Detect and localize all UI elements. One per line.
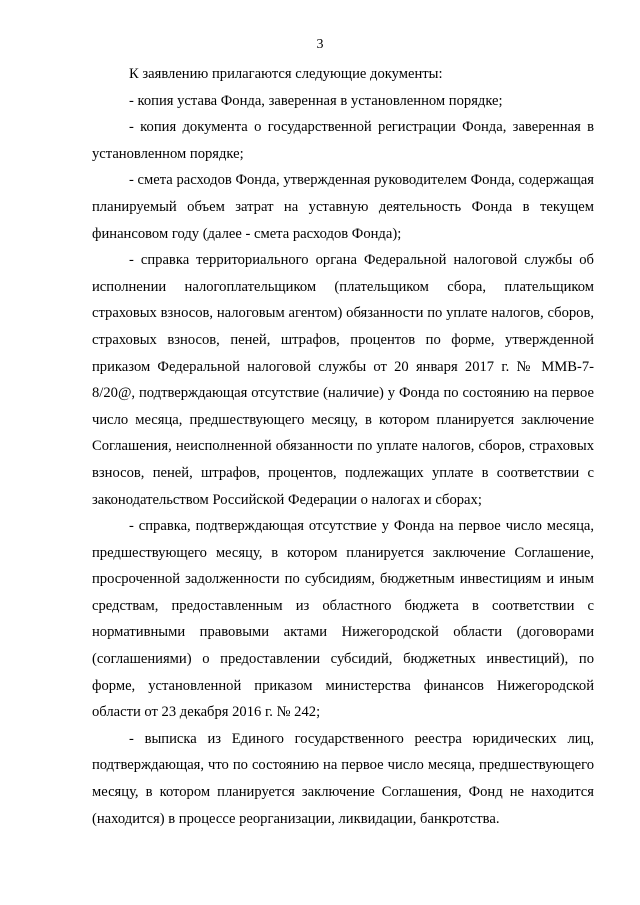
list-item-registry-extract: - выписка из Единого государственного реестра юридических лиц, подтверждающая, что по состоянию на первое число месяца, предшествующего месяцу, в котором планируется заключение Соглашения, Фонд не находится (находится) в процессе реорганизации, ликвидации, банкротства. bbox=[92, 730, 594, 827]
document-body bbox=[92, 61, 594, 832]
list-item-tax-certificate: - справка территориального органа Федеральной налоговой службы об исполнении налогоплательщиком (плательщиком сбора, плательщиком страховых взносов, налоговым агентом) обязанности по уплате налогов, сборов, страховых взносов, пеней, штрафов, процентов по форме, утвержденной приказом Федеральной налоговой службы от 20 января 2017 г. № ММВ-7-8/20@, подтверждающая отсутствие (наличие) у Фонда по состоянию на первое число месяца, предшествующего месяцу, в котором планируется заключение Соглашения, неисполненной обязанности по уплате налогов, сборов, страховых взносов, пеней, штрафов, процентов, подлежащих уплате в соответствии с законодательством Российской Федерации о налогах и сборах; bbox=[92, 252, 594, 508]
list-item-debt-certificate: - справка, подтверждающая отсутствие у Фонда на первое число месяца, предшествующего месяцу, в котором планируется заключение Соглашение, просроченной задолженности по субсидиям, бюджетным инвестициям и иным средствам, предоставленным из областного бюджета в соответствии с нормативными правовыми актами Нижегородской области (договорами (соглашениями) о предоставлении субсидий, бюджетных инвестиций), по форме, установленной приказом министерства финансов Нижегородской области от 23 декабря 2016 г. № 242; bbox=[92, 518, 594, 721]
intro-paragraph: К заявлению прилагаются следующие документы: bbox=[129, 66, 443, 82]
list-item-charter-copy: - копия устава Фонда, заверенная в установленном порядке; bbox=[129, 92, 503, 109]
list-item-expense-estimate: - смета расходов Фонда, утвержденная руководителем Фонда, содержащая планируемый объем затрат на уставную деятельность Фонда в текущем финансовом году (далее - смета расходов Фонда); bbox=[92, 172, 594, 242]
page-number: 3 bbox=[316, 37, 324, 52]
list-item-registration-copy: - копия документа о государственной регистрации Фонда, заверенная в установленном порядке; bbox=[92, 119, 594, 162]
